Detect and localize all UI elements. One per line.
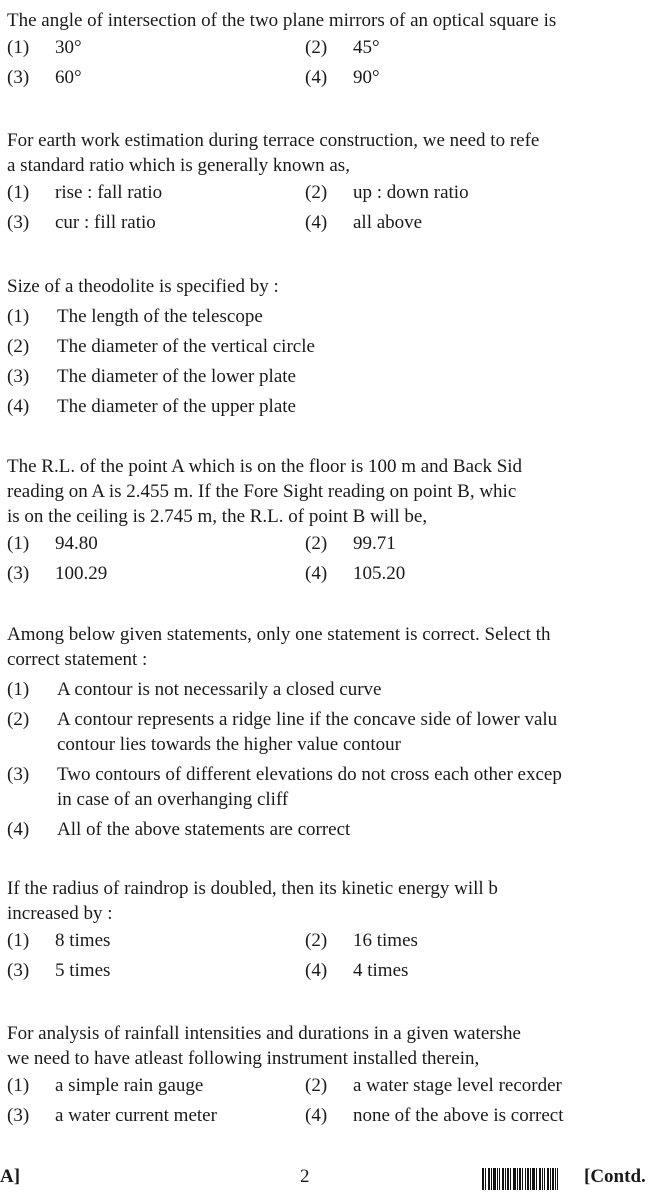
continued-label: [Contd. <box>584 1166 646 1187</box>
option-2: (2) a water stage level recorder <box>305 1075 562 1096</box>
option-1: (1) The length of the telescope <box>7 306 263 327</box>
option-4: (4) all above <box>305 212 423 233</box>
barcode-icon <box>482 1168 558 1190</box>
question-1 <box>7 8 648 93</box>
stem-line: For analysis of rainfall intensities and durations in a given watershe <box>7 1023 521 1044</box>
stem-line: The R.L. of the point A which is on the floor is 100 m and Back Sid <box>7 456 523 477</box>
option-row <box>7 178 648 208</box>
option-row <box>7 529 648 559</box>
question-6 <box>7 876 648 986</box>
stem-line: is on the ceiling is 2.745 m, the R.L. of point B will be, <box>7 506 428 527</box>
option-3: (3) Two contours of different elevations do not cross each other excep in case of an overhanging cliff <box>7 764 562 810</box>
option-1: (1) rise : fall ratio <box>7 182 163 203</box>
option-1: (1) 94.80 <box>7 533 98 554</box>
question-stem <box>7 274 648 299</box>
question-3 <box>7 274 648 419</box>
option-1: (1) 30° <box>7 37 82 58</box>
option-list <box>7 304 648 419</box>
stem-line: For earth work estimation during terrace construction, we need to refe <box>7 130 540 151</box>
question-5 <box>7 622 648 842</box>
option-row <box>7 1101 648 1131</box>
option-3: (3) a water current meter <box>7 1105 217 1126</box>
question-stem <box>7 128 648 178</box>
option-4: (4) The diameter of the upper plate <box>7 396 296 417</box>
option-row <box>7 208 648 238</box>
option-2: (2) 16 times <box>305 930 418 951</box>
option-4: (4) none of the above is correct <box>305 1105 564 1126</box>
footer-series-code: A] <box>0 1166 21 1187</box>
stem-line: correct statement : <box>7 649 148 670</box>
option-4: (4) 4 times <box>305 960 409 981</box>
question-stem <box>7 454 648 529</box>
option-row <box>7 33 648 63</box>
stem-line: reading on A is 2.455 m. If the Fore Sight reading on point B, whic <box>7 481 517 502</box>
question-stem <box>7 622 648 672</box>
option-4: (4) 105.20 <box>305 563 406 584</box>
question-2 <box>7 128 648 238</box>
option-row <box>7 559 648 589</box>
stem-line: Among below given statements, only one statement is correct. Select th <box>7 624 551 645</box>
option-2: (2) A contour represents a ridge line if the concave side of lower valu contour lies towards the higher value contour <box>7 709 558 755</box>
option-3: (3) cur : fill ratio <box>7 212 156 233</box>
option-4: (4) 90° <box>305 67 380 88</box>
question-7 <box>7 1021 648 1131</box>
option-row <box>7 63 648 93</box>
option-row <box>7 926 648 956</box>
question-stem <box>7 876 648 926</box>
option-3: (3) 100.29 <box>7 563 108 584</box>
option-list <box>7 677 648 842</box>
option-4: (4) All of the above statements are correct <box>7 819 351 840</box>
question-4 <box>7 454 648 589</box>
option-3: (3) 5 times <box>7 960 111 981</box>
option-3: (3) The diameter of the lower plate <box>7 366 296 387</box>
stem-line: If the radius of raindrop is doubled, then its kinetic energy will b <box>7 878 498 899</box>
stem-line: we need to have atleast following instrument installed therein, <box>7 1048 480 1069</box>
option-3: (3) 60° <box>7 67 82 88</box>
stem-line: Size of a theodolite is specified by : <box>7 276 279 297</box>
option-row <box>7 956 648 986</box>
option-2: (2) up : down ratio <box>305 182 469 203</box>
question-stem <box>7 1021 648 1071</box>
option-row <box>7 1071 648 1101</box>
option-2: (2) 99.71 <box>305 533 396 554</box>
option-2: (2) The diameter of the vertical circle <box>7 336 315 357</box>
question-stem <box>7 8 648 33</box>
stem-line: increased by : <box>7 903 113 924</box>
option-2: (2) 45° <box>305 37 380 58</box>
page-footer <box>0 1166 648 1192</box>
stem-line: The angle of intersection of the two plane mirrors of an optical square is <box>7 10 557 31</box>
stem-line: a standard ratio which is generally known as, <box>7 155 350 176</box>
option-1: (1) A contour is not necessarily a closed curve <box>7 679 382 700</box>
option-1: (1) a simple rain gauge <box>7 1075 204 1096</box>
option-1: (1) 8 times <box>7 930 111 951</box>
page-number: 2 <box>300 1166 310 1187</box>
